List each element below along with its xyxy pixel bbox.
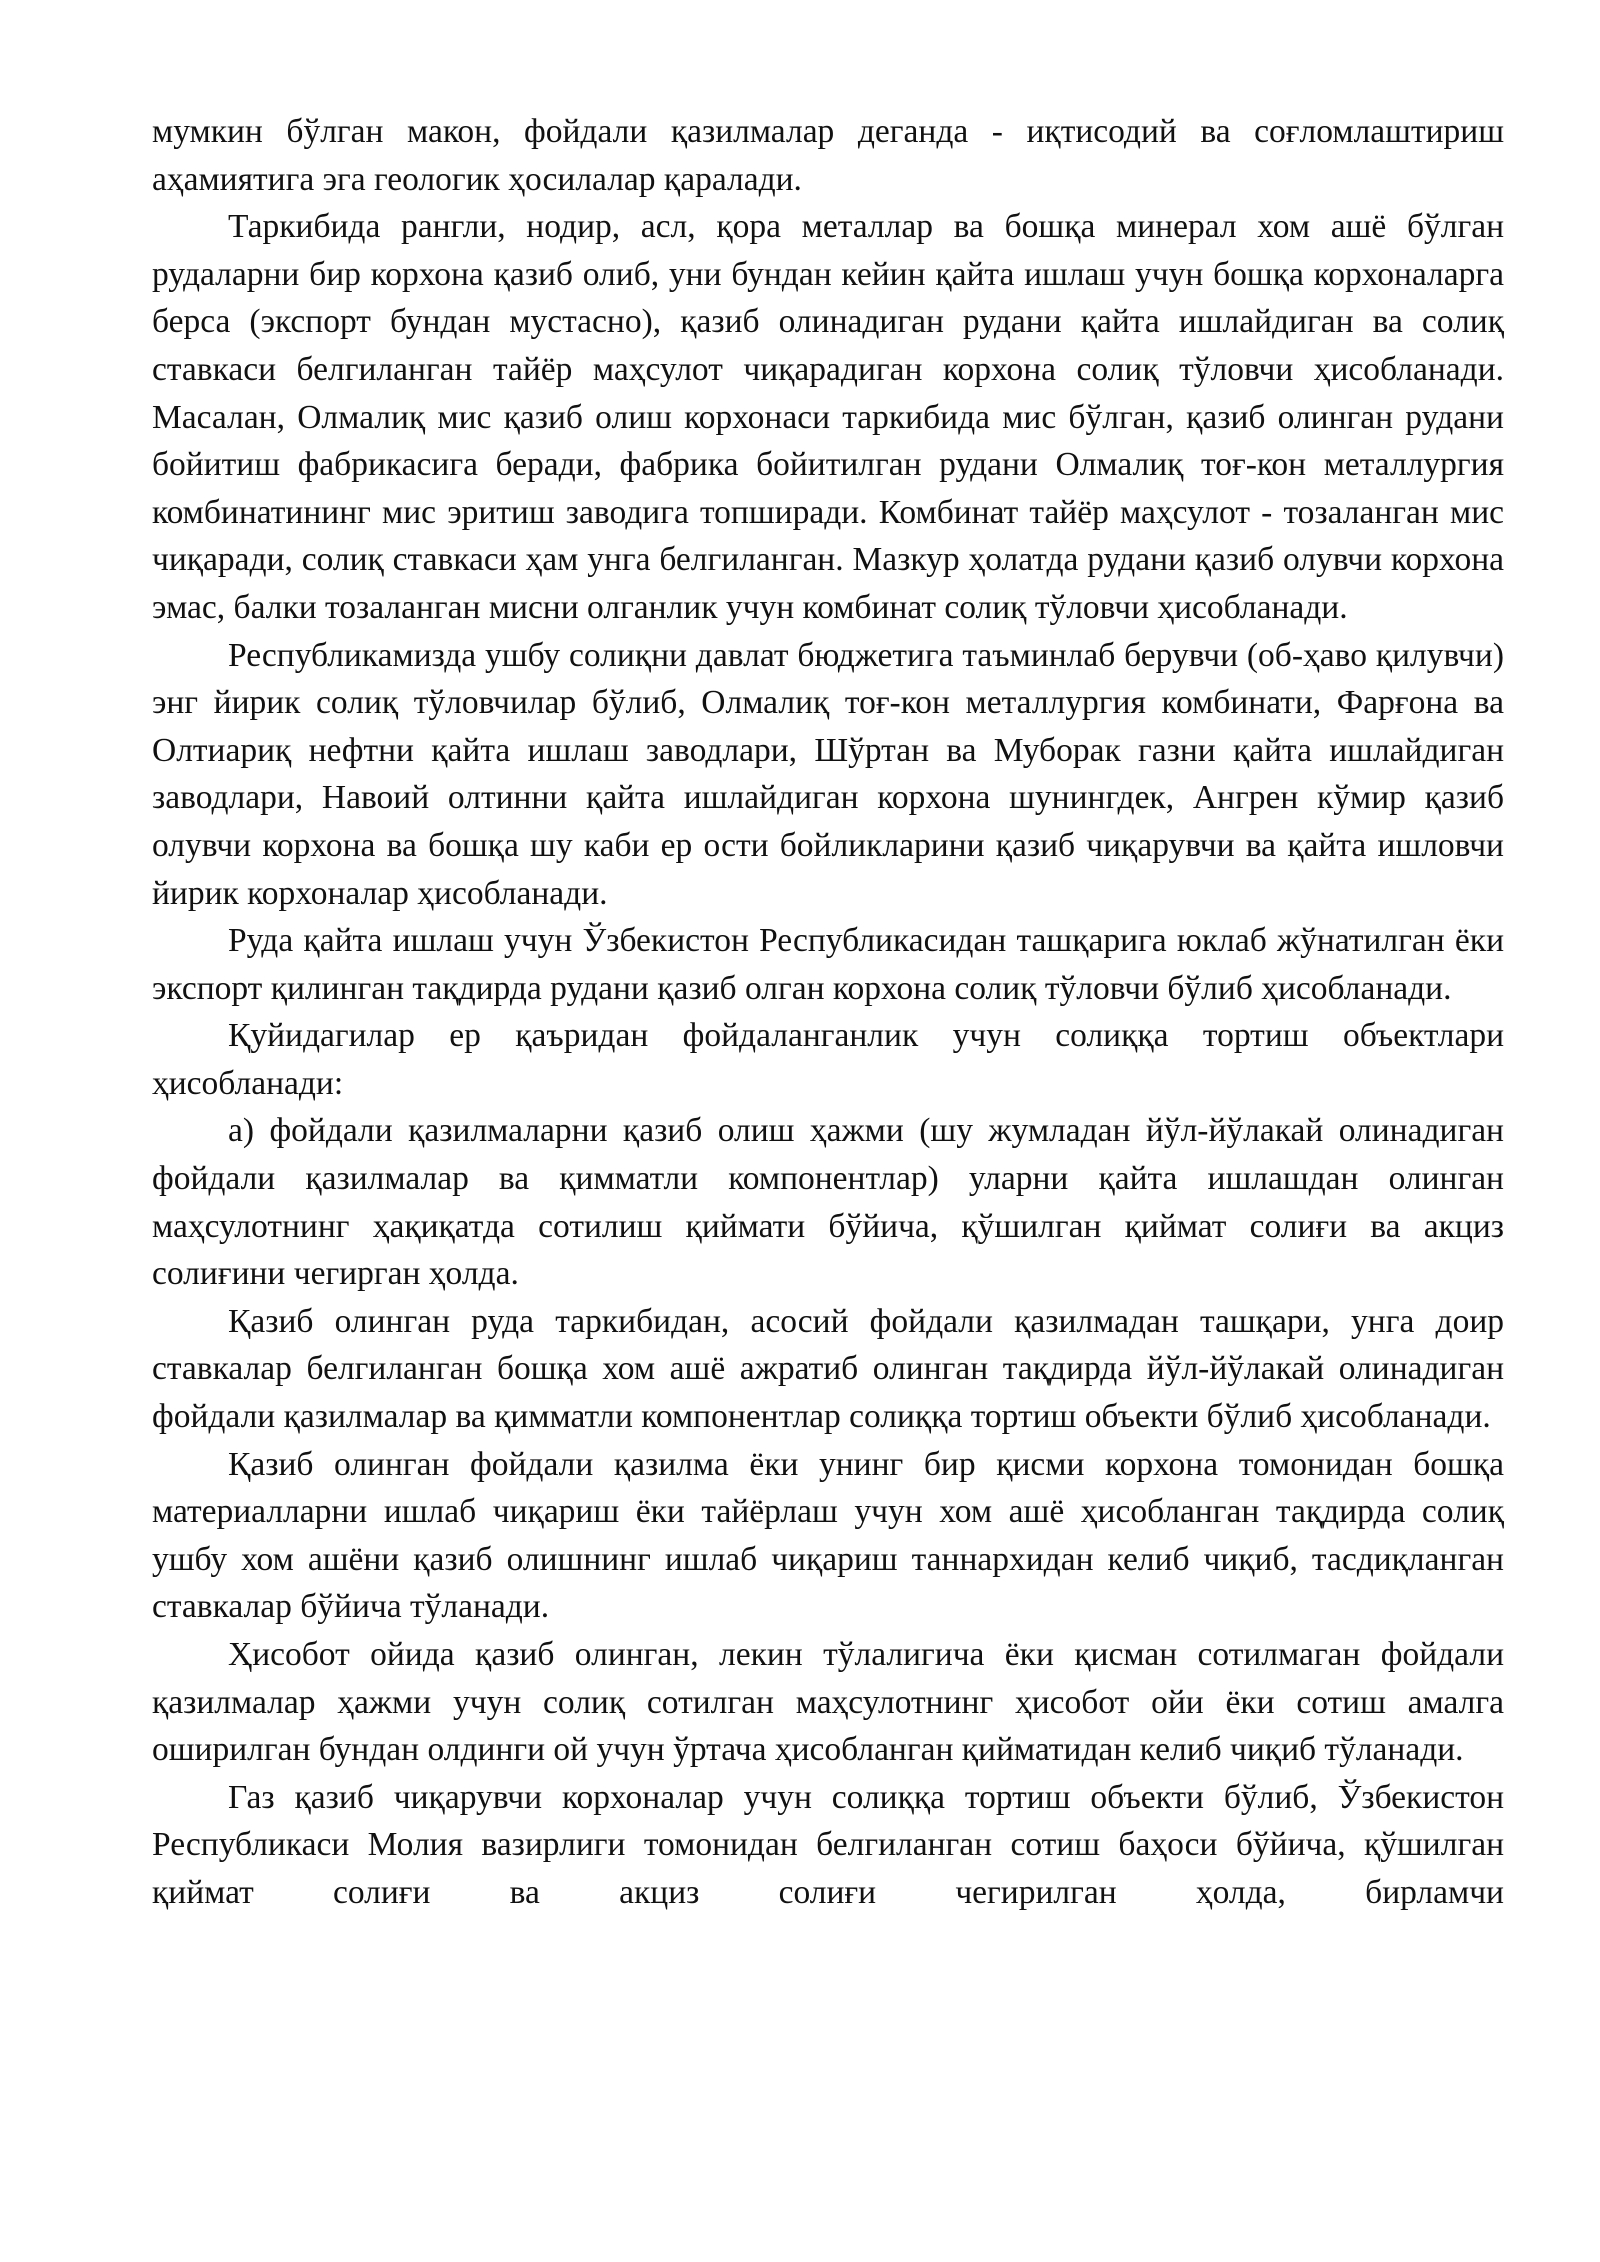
paragraph-own-use-raw-material: Қазиб олинган фойдали қазилма ёки унинг бир қисми корхона томонидан бошқа материалларни ишлаб чиқариш ёки тайёрлаш учун хом ашё ҳисобланган тақдирда солиқ ушбу хом ашёни қазиб олишнинг ишлаб чиқариш таннархидан келиб чиқиб, тасдиқланган ставкалар бўйича тўланади. [152,1445,1504,1626]
paragraph-unsold-volume: Ҳисобот ойида қазиб олинган, лекин тўлалигича ёки қисман сотилмаган фойдали қазилмалар ҳажми учун солиқ сотилган маҳсулотнинг ҳисобот ойи ёки сотиш амалга оширилган бундан олдинги ой учун ўртача ҳисобланган қийматидан келиб чиқиб тўланади. [152,1636,1504,1769]
paragraph-ore-export: Руда қайта ишлаш учун Ўзбекистон Республикасидан ташқарига юклаб жўнатилган ёки экспорт қилинган тақдирда рудани қазиб олган корхона солиқ тўловчи бўлиб ҳисобланади. [152,922,1504,1007]
paragraph-tax-objects-intro: Қуйидагилар ер қаъридан фойдаланганлик учун солиққа тортиш объектлари ҳисобланади: [152,1017,1504,1102]
paragraph-byproduct-components: Қазиб олинган руда таркибидан, асосий фойдали қазилмадан ташқари, унга доир ставкалар белгиланган бошқа хом ашё ажратиб олинган тақдирда йўл-йўлакай олинадиган фойдали қазилмалар ва қимматли компонентлар солиққа тортиш объекти бўлиб ҳисобланади. [152,1302,1504,1436]
paragraph-tax-object-a: а) фойдали қазилмаларни қазиб олиш ҳажми (шу жумладан йўл-йўлакай олинадиган фойдали қазилмалар ва қимматли компонентлар) уларни қайта ишлашдан олинган маҳсулотнинг ҳақиқатда сотилиш қиймати бўйича, қўшилган қиймат солиғи ва акциз солиғини чегирган ҳолда. [152,1112,1504,1293]
document-page [152,108,1504,1917]
paragraph-largest-taxpayers: Республикамизда ушбу солиқни давлат бюджетига таъминлаб берувчи (об-ҳаво қилувчи) энг йирик солиқ тўловчилар бўлиб, Олмалиқ тоғ-кон металлургия комбинати, Фарғона ва Олтиариқ нефтни қайта ишлаш заводлари, Шўртан ва Муборак газни қайта ишлайдиган заводлари, Навоий олтинни қайта ишлайдиган корхона шунингдек, Ангрен кўмир қазиб олувчи корхона ва бошқа шу каби ер ости бойликларини қазиб чиқарувчи ва қайта ишловчи йирик корхоналар ҳисобланади. [152,636,1504,912]
paragraph-ore-processing-taxpayer: Таркибида рангли, нодир, асл, қора металлар ва бошқа минерал хом ашё бўлган рудаларни бир корхона қазиб олиб, уни бундан кейин қайта ишлаш учун бошқа корхоналарга берса (экспорт бундан мустасно), қазиб олинадиган рудани қайта ишлайдиган ва солиқ ставкаси белгиланган тайёр маҳсулот чиқарадиган корхона солиқ тўловчи ҳисобланади. Масалан, Олмалиқ мис қазиб олиш корхонаси таркибида мис бўлган, қазиб олинган рудани бойитиш фабрикасига беради, фабрика бойитилган рудани Олмалиқ тоғ-кон металлургия комбинатининг мис эритиш заводига топширади. Комбинат тайёр маҳсулот - тозаланган мис чиқаради, солиқ ставкаси ҳам унга белгиланган. Мазкур ҳолатда рудани қазиб олувчи корхона эмас, балки тозаланган мисни олганлик учун комбинат солиқ тўловчи ҳисобланади. [152,208,1504,626]
paragraph-continuation: мумкин бўлган макон, фойдали қазилмалар деганда - иқтисодий ва соғломлаштириш аҳамиятига эга геологик ҳосилалар қаралади. [152,113,1504,198]
paragraph-gas-producers: Газ қазиб чиқарувчи корхоналар учун солиққа тортиш объекти бўлиб, Ўзбекистон Республикаси Молия вазирлиги томонидан белгиланган сотиш баҳоси бўйича, қўшилган қиймат солиғи ва акциз солиғи чегирилган ҳолда, бирламчи [152,1778,1504,1911]
